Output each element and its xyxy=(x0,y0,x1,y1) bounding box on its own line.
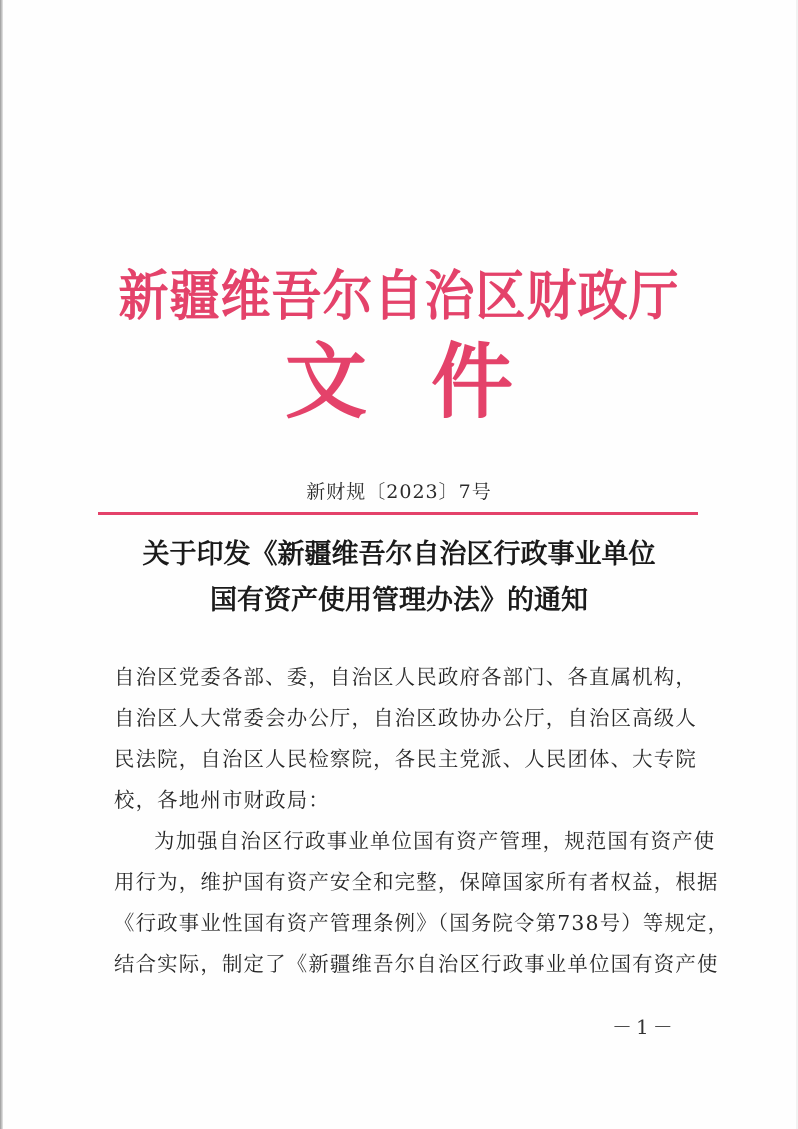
addressee-line: 自治区党委各部、委，自治区人民政府各部门、各直属机构， xyxy=(114,665,697,689)
notice-title-line: 国有资产使用管理办法》的通知 xyxy=(210,585,588,616)
red-separator-line xyxy=(98,512,698,515)
addressee-line: 自治区人大常委会办公厅，自治区政协办公厅，自治区高级人 xyxy=(114,706,697,730)
paragraph-line: 《行政事业性国有资产管理条例》（国务院令第738号）等规定， xyxy=(114,911,730,935)
page-number: －1－ xyxy=(612,1015,677,1039)
document-word-heading: 文件 xyxy=(284,334,577,430)
addressee-line: 民法院，自治区人民检察院，各民主党派、人民团体、大专院 xyxy=(114,747,697,771)
body-text xyxy=(114,657,730,985)
notice-title-line: 关于印发《新疆维吾尔自治区行政事业单位 xyxy=(142,539,656,570)
document-number: 新财规〔2023〕7号 xyxy=(306,481,492,503)
addressee-line: 校，各地州市财政局： xyxy=(114,788,330,812)
notice-title xyxy=(60,532,738,624)
paragraph-line: 用行为，维护国有资产安全和完整，保障国家所有者权益，根据 xyxy=(114,870,719,894)
paragraph-line: 结合实际，制定了《新疆维吾尔自治区行政事业单位国有资产使 xyxy=(114,952,719,976)
scan-edge xyxy=(0,0,3,1129)
issuing-authority-title: 新疆维吾尔自治区财政厅 xyxy=(118,263,680,328)
paragraph-line: 为加强自治区行政事业单位国有资产管理，规范国有资产使 xyxy=(154,829,716,853)
